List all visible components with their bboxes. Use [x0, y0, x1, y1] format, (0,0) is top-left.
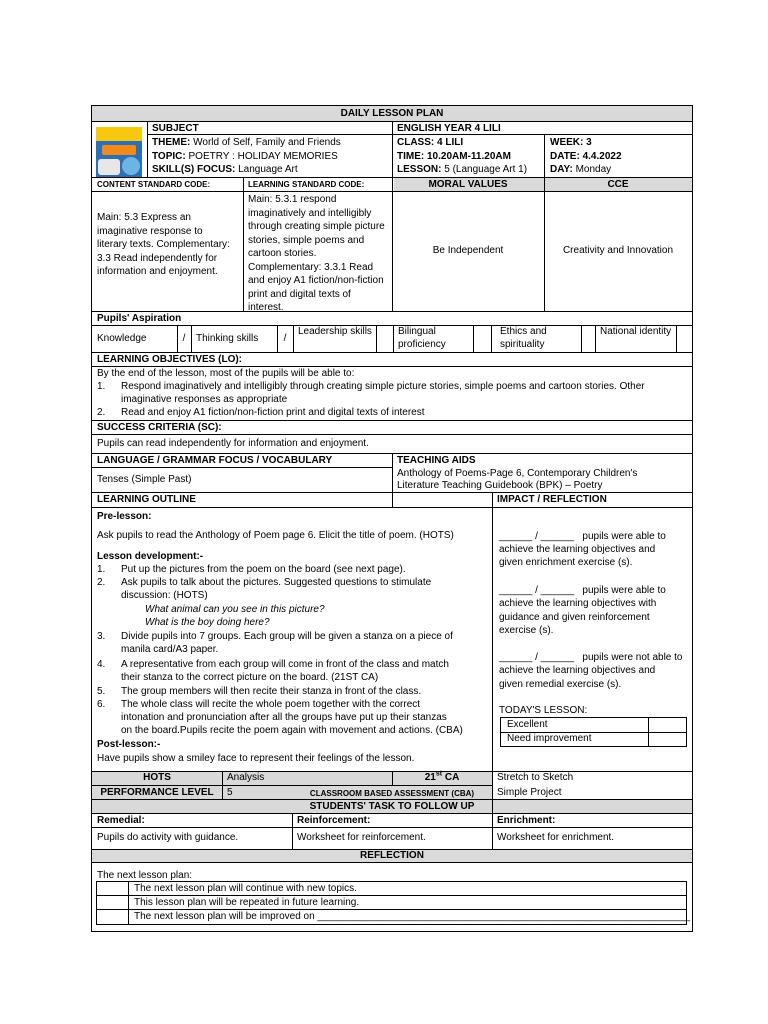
reflection-option-3: The next lesson plan will be improved on ___________________________________________________________________ — [134, 911, 691, 922]
post-lesson-label: Post-lesson:- — [97, 739, 161, 750]
lesson-label: LESSON: — [397, 164, 442, 175]
moral-values-label: MORAL VALUES — [428, 179, 508, 190]
day-label: DAY: — [550, 164, 573, 175]
impact-3-line2: achieve the learning objectives and — [499, 665, 656, 676]
pre-lesson-text: Ask pupils to read the Anthology of Poem page 6. Elicit the title of poem. (HOTS) — [97, 530, 454, 541]
document-title: DAILY LESSON PLAN — [340, 108, 444, 119]
post-lesson-text: Have pupils show a smiley face to represent their feelings of the lesson. — [97, 753, 415, 764]
week-value: 3 — [586, 137, 592, 148]
step-3-number: 3. — [97, 631, 106, 642]
rating-excellent: Excellent — [507, 719, 548, 730]
teaching-aids-line1: Anthology of Poems-Page 6, Contemporary Children's — [397, 468, 638, 479]
topic-label: TOPIC: — [152, 151, 186, 162]
step-6-line3: on the board.Pupils recite the poem again with movement and actions. (CBA) — [121, 725, 463, 736]
aspiration-thinking: Thinking skills — [196, 333, 259, 344]
impact-1-line1 — [499, 531, 666, 543]
step-3-line2: manila card/A3 paper. — [121, 644, 219, 655]
moral-value: Be Independent — [432, 245, 504, 256]
time-label: TIME: — [397, 151, 425, 162]
remedial-text: Pupils do activity with guidance. — [97, 832, 239, 843]
todays-lesson-label: TODAY'S LESSON: — [499, 705, 588, 716]
week-label: WEEK: — [550, 137, 584, 148]
aspiration-label: Pupils' Aspiration — [97, 313, 182, 324]
theme-value: World of Self, Family and Friends — [193, 137, 341, 148]
aspiration-bilingual: Bilingual proficiency — [398, 326, 446, 350]
step-4-line1: A representative from each group will come in front of the class and match — [121, 659, 449, 670]
cce-value: Creativity and Innovation — [562, 245, 674, 256]
language-focus-value: Tenses (Simple Past) — [97, 474, 192, 485]
topic-value: POETRY : HOLIDAY MEMORIES — [188, 151, 338, 162]
step-1-number: 1. — [97, 564, 106, 575]
subject-label: SUBJECT — [152, 123, 199, 134]
hots-value: Analysis — [227, 772, 265, 783]
performance-level-value: 5 — [227, 787, 233, 798]
step-2-line1: Ask pupils to talk about the pictures. Suggested questions to stimulate — [121, 577, 432, 588]
lesson-value: 5 (Language Art 1) — [444, 164, 528, 175]
time-line — [397, 151, 511, 163]
lesson-development-label: Lesson development:- — [97, 551, 204, 562]
lesson-line — [397, 164, 527, 176]
day-value: Monday — [575, 164, 612, 175]
impact-2-text: pupils were able to — [582, 585, 666, 596]
enrichment-text: Worksheet for enrichment. — [497, 832, 615, 843]
content-standard-text: Main: 5.3 Express an imaginative response to literary texts. Complementary: 3.3 Read independently for information and enjoyment. — [97, 212, 230, 277]
objective-1-line1: Respond imaginatively and intelligibly through creating simple picture stories, simple poems and cartoon stories. Other — [121, 381, 645, 392]
impact-3-line3: given remedial exercise (s). — [499, 679, 622, 690]
pre-lesson-label: Pre-lesson: — [97, 511, 152, 522]
followup-label: STUDENTS' TASK TO FOLLOW UP — [309, 801, 475, 812]
reflection-intro: The next lesson plan: — [97, 870, 193, 881]
impact-2-line4: exercise (s). — [499, 625, 554, 636]
reflection-label: REFLECTION — [360, 850, 424, 861]
step-5-number: 5. — [97, 686, 106, 697]
success-criteria-text: Pupils can read independently for information and enjoyment. — [97, 438, 369, 449]
class-line — [397, 137, 463, 149]
enrichment-label: Enrichment: — [497, 815, 556, 826]
date-value: 4.4.2022 — [582, 151, 622, 162]
hots-label: HOTS — [143, 772, 171, 783]
impact-1-line2: achieve the learning objectives and — [499, 544, 656, 555]
objectives-label: LEARNING OBJECTIVES (LO): — [97, 354, 243, 365]
objective-1-line2: imaginative responses as appropriate — [121, 394, 288, 405]
impact-3-blank: ______ / ______ — [499, 652, 575, 663]
step-2-number: 2. — [97, 577, 106, 588]
impact-2-blank: ______ / ______ — [499, 585, 575, 596]
cba-label: CLASSROOM BASED ASSESSMENT (CBA) — [309, 789, 475, 798]
date-label: DATE: — [550, 151, 580, 162]
day-line — [550, 164, 611, 176]
step-3-line1: Divide pupils into 7 groups. Each group will be given a stanza on a piece of — [121, 631, 453, 642]
book-cover-logo — [96, 127, 142, 178]
cce-label: CCE — [607, 179, 629, 190]
reinforcement-label: Reinforcement: — [297, 815, 371, 826]
success-criteria-label: SUCCESS CRITERIA (SC): — [97, 422, 222, 433]
objective-2-number: 2. — [97, 407, 106, 418]
learning-standard-text: Main: 5.3.1 respond imaginatively and intelligibly through creating simple picture stories, simple poems and cartoon stories. Complementary: 3.3.1 Read and enjoy A1 fiction/non-fiction print and digital texts of interest. — [248, 194, 385, 313]
lesson-plan-document — [91, 105, 693, 932]
teaching-aids-line2: Literature Teaching Guidebook (BPK) – Poetry — [397, 480, 603, 491]
cba-value: Simple Project — [497, 787, 562, 798]
aspiration-leadership: Leadership skills — [298, 326, 372, 337]
learning-outline-label: LEARNING OUTLINE — [97, 494, 196, 505]
step-4-number: 4. — [97, 659, 106, 670]
teaching-aids-label: TEACHING AIDS — [397, 455, 476, 466]
language-focus-label: LANGUAGE / GRAMMAR FOCUS / VOCABULARY — [97, 455, 333, 466]
ca-label-number: 21 — [424, 772, 436, 783]
theme-label: THEME: — [152, 137, 191, 148]
subject-value: ENGLISH YEAR 4 LILI — [397, 123, 501, 134]
skill-line — [152, 164, 298, 176]
step-4-line2: their stanza to the correct picture on the board. (21ST CA) — [121, 672, 379, 683]
step-5-line1: The group members will then recite their stanza in front of the class. — [121, 686, 422, 697]
theme-line — [152, 137, 341, 149]
performance-level-label: PERFORMANCE LEVEL — [100, 787, 214, 798]
step-6-line1: The whole class will recite the whole poem together with the correct — [121, 699, 421, 710]
reinforcement-text: Worksheet for reinforcement. — [297, 832, 426, 843]
impact-2-line1 — [499, 585, 666, 597]
class-value: 4 LILI — [437, 137, 464, 148]
objective-1-number: 1. — [97, 381, 106, 392]
ca-label — [392, 772, 492, 784]
step-2-line2: discussion: (HOTS) — [121, 590, 208, 601]
week-line — [550, 137, 592, 149]
learning-standard-label: LEARNING STANDARD CODE: — [248, 180, 365, 189]
content-standard-label: CONTENT STANDARD CODE: — [97, 180, 211, 189]
aspiration-national: National identity — [600, 326, 672, 337]
step-1-line1: Put up the pictures from the poem on the board (see next page). — [121, 564, 406, 575]
impact-3-line1 — [499, 652, 683, 664]
objective-2-text: Read and enjoy A1 fiction/non-fiction print and digital texts of interest — [121, 407, 425, 418]
impact-1-blank: ______ / ______ — [499, 531, 575, 542]
impact-2-line3: guidance and given reinforcement — [499, 612, 650, 623]
aspiration-knowledge-mark: / — [182, 333, 186, 344]
remedial-label: Remedial: — [97, 815, 145, 826]
impact-2-line2: achieve the learning objectives with — [499, 598, 657, 609]
reflection-option-1: The next lesson plan will continue with new topics. — [134, 883, 357, 894]
question-1: What animal can you see in this picture? — [145, 604, 325, 615]
reflection-option-2: This lesson plan will be repeated in future learning. — [134, 897, 360, 908]
topic-line — [152, 151, 338, 163]
rating-need-improvement: Need improvement — [507, 733, 592, 744]
step-6-number: 6. — [97, 699, 106, 710]
impact-1-line3: given enrichment exercise (s). — [499, 557, 633, 568]
step-6-line2: intonation and pronunciation after all the groups have put up their stanzas — [121, 712, 447, 723]
impact-3-text: pupils were not able to — [582, 652, 683, 663]
aspiration-knowledge: Knowledge — [97, 333, 147, 344]
skill-label: SKILL(S) FOCUS: — [152, 164, 236, 175]
impact-1-text: pupils were able to — [582, 531, 666, 542]
ca-label-end: CA — [442, 772, 460, 783]
objectives-intro: By the end of the lesson, most of the pupils will be able to: — [97, 368, 355, 379]
date-line — [550, 151, 622, 163]
question-2: What is the boy doing here? — [145, 617, 270, 628]
ca-label-sup: st — [435, 770, 443, 778]
class-label: CLASS: — [397, 137, 435, 148]
impact-reflection-label: IMPACT / REFLECTION — [497, 494, 607, 505]
time-value: 10.20AM-11.20AM — [427, 151, 511, 162]
aspiration-ethics: Ethics and spirituality — [500, 326, 547, 350]
ca-value: Stretch to Sketch — [497, 772, 574, 783]
skill-value: Language Art — [238, 164, 298, 175]
aspiration-thinking-mark: / — [283, 333, 287, 344]
